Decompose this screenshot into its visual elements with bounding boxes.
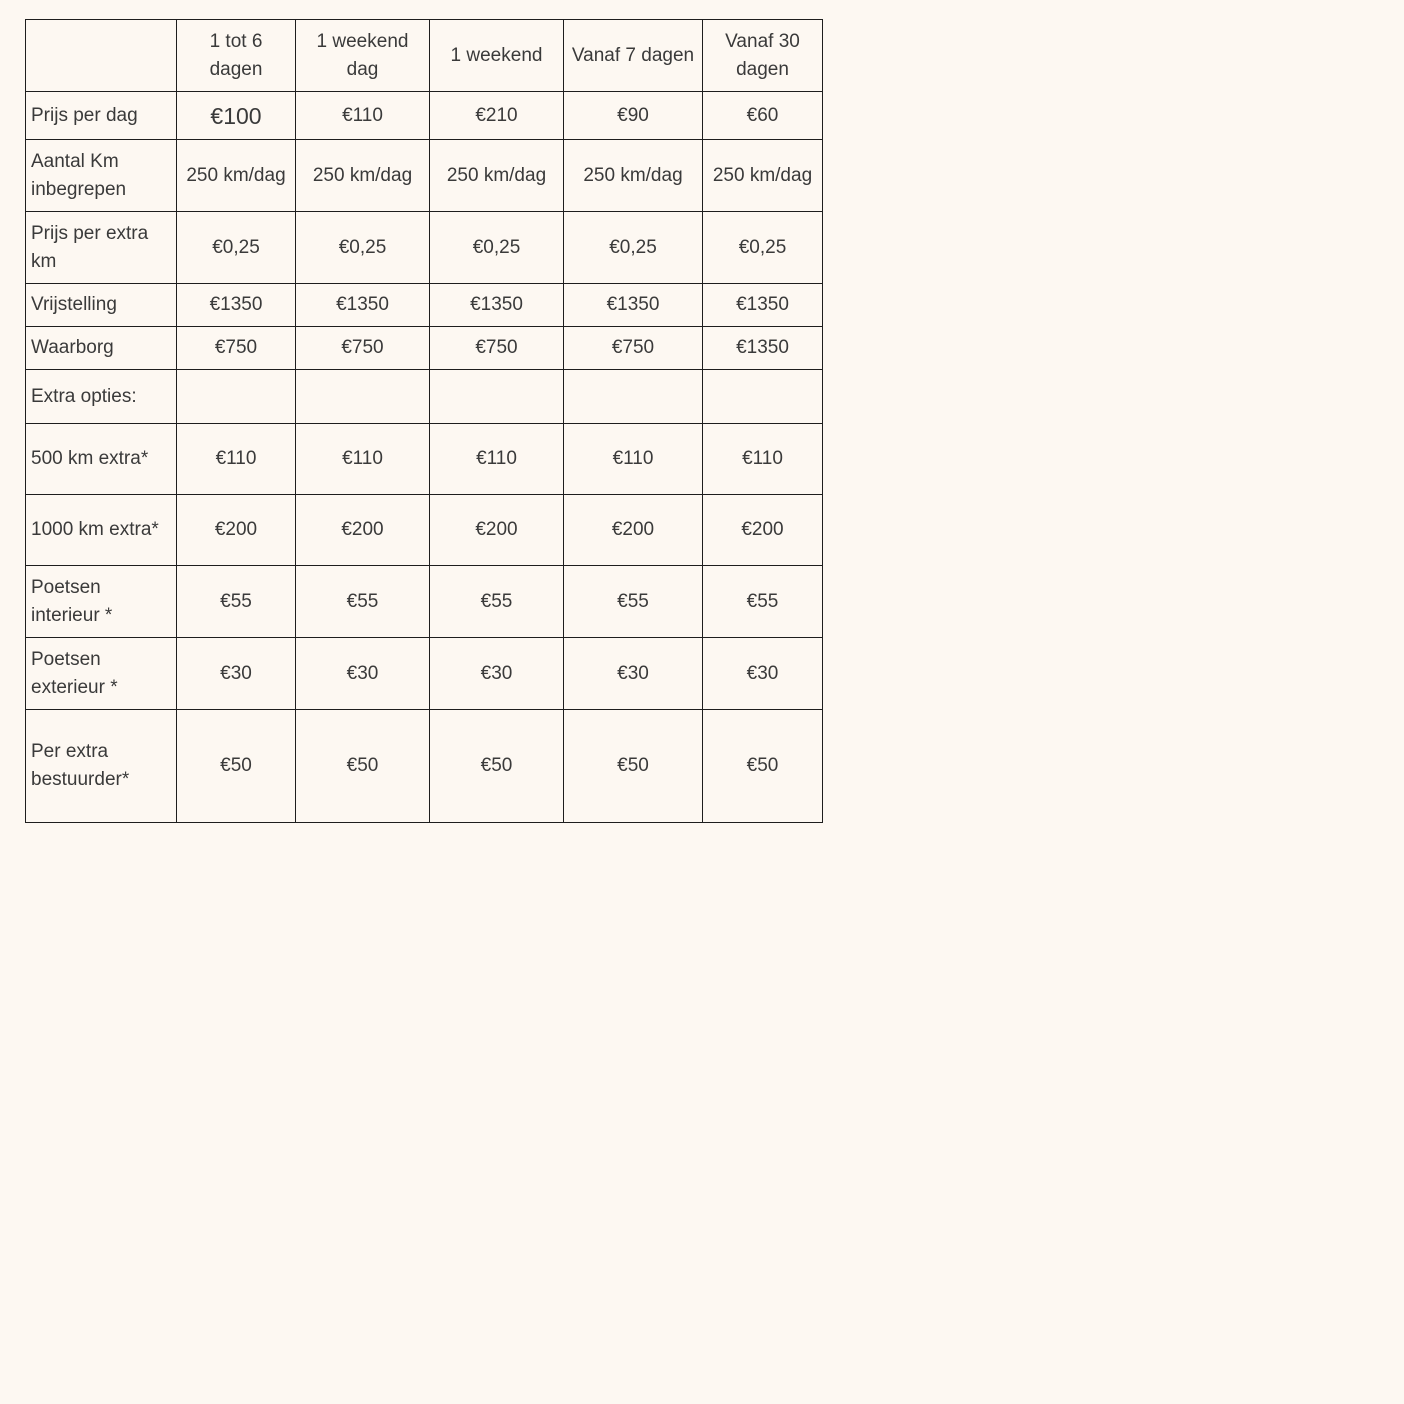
row-label: Prijs per extra km: [26, 212, 177, 284]
table-cell: €0,25: [430, 212, 564, 284]
table-cell: 250 km/dag: [703, 140, 823, 212]
header-cell-vanaf-30-dagen: Vanaf 30 dagen: [703, 20, 823, 92]
header-cell-1-tot-6-dagen: 1 tot 6 dagen: [177, 20, 296, 92]
table-cell: €30: [703, 638, 823, 710]
table-cell: €1350: [430, 284, 564, 327]
table-cell: €55: [296, 566, 430, 638]
table-cell: €1350: [564, 284, 703, 327]
pricing-table: [25, 19, 823, 823]
table-cell: €1350: [703, 327, 823, 370]
table-cell: €50: [430, 710, 564, 823]
table-cell: €0,25: [177, 212, 296, 284]
row-label: Prijs per dag: [26, 92, 177, 140]
table-cell: €200: [430, 495, 564, 566]
table-row-prijs-per-extra-km: [26, 212, 823, 284]
table-cell: €50: [703, 710, 823, 823]
row-label: 500 km extra*: [26, 424, 177, 495]
header-row: [26, 20, 823, 92]
table-cell: €60: [703, 92, 823, 140]
row-label: Vrijstelling: [26, 284, 177, 327]
row-label: Poetsen interieur *: [26, 566, 177, 638]
table-cell: €50: [177, 710, 296, 823]
table-cell: €200: [177, 495, 296, 566]
table-cell: €55: [430, 566, 564, 638]
table-cell: €100: [177, 92, 296, 140]
table-cell: €30: [430, 638, 564, 710]
table-cell: €200: [703, 495, 823, 566]
table-cell: €750: [177, 327, 296, 370]
table-cell: €110: [703, 424, 823, 495]
table-cell: €110: [177, 424, 296, 495]
table-row-waarborg: [26, 327, 823, 370]
table-cell: €30: [177, 638, 296, 710]
table-cell: €110: [430, 424, 564, 495]
table-cell: [177, 370, 296, 424]
table-cell: €1350: [177, 284, 296, 327]
header-cell-1-weekend-dag: 1 weekend dag: [296, 20, 430, 92]
table-cell: €0,25: [703, 212, 823, 284]
table-row-1000-km-extra: [26, 495, 823, 566]
table-row-poetsen-exterieur: [26, 638, 823, 710]
table-cell: €55: [703, 566, 823, 638]
table-cell: 250 km/dag: [430, 140, 564, 212]
row-label: Per extra bestuurder*: [26, 710, 177, 823]
table-cell: €50: [564, 710, 703, 823]
table-cell: [296, 370, 430, 424]
row-label: Aantal Km inbegrepen: [26, 140, 177, 212]
table-row-prijs-per-dag: [26, 92, 823, 140]
table-cell: €50: [296, 710, 430, 823]
table-cell: 250 km/dag: [177, 140, 296, 212]
table-cell: €0,25: [564, 212, 703, 284]
row-label: 1000 km extra*: [26, 495, 177, 566]
table-cell: [564, 370, 703, 424]
table-row-vrijstelling: [26, 284, 823, 327]
table-cell: €110: [564, 424, 703, 495]
table-cell: €90: [564, 92, 703, 140]
table-cell: €750: [430, 327, 564, 370]
row-label: Poetsen exterieur *: [26, 638, 177, 710]
header-cell-empty: [26, 20, 177, 92]
table-cell: €30: [296, 638, 430, 710]
table-row-extra-opties: [26, 370, 823, 424]
table-row-extra-bestuurder: [26, 710, 823, 823]
row-label: Waarborg: [26, 327, 177, 370]
header-cell-1-weekend: 1 weekend: [430, 20, 564, 92]
header-cell-vanaf-7-dagen: Vanaf 7 dagen: [564, 20, 703, 92]
table-cell: €200: [564, 495, 703, 566]
table-row-500-km-extra: [26, 424, 823, 495]
table-cell: €750: [564, 327, 703, 370]
table-cell: €55: [177, 566, 296, 638]
table-cell: €110: [296, 424, 430, 495]
table-cell: €1350: [703, 284, 823, 327]
table-row-aantal-km: [26, 140, 823, 212]
table-cell: €0,25: [296, 212, 430, 284]
table-cell: [703, 370, 823, 424]
table-cell: 250 km/dag: [564, 140, 703, 212]
table-cell: €750: [296, 327, 430, 370]
table-cell: €200: [296, 495, 430, 566]
table-cell: €55: [564, 566, 703, 638]
table-cell: €30: [564, 638, 703, 710]
table-row-poetsen-interieur: [26, 566, 823, 638]
row-label: Extra opties:: [26, 370, 177, 424]
table-cell: €110: [296, 92, 430, 140]
table-cell: 250 km/dag: [296, 140, 430, 212]
table-cell: €1350: [296, 284, 430, 327]
table-cell: [430, 370, 564, 424]
table-cell: €210: [430, 92, 564, 140]
